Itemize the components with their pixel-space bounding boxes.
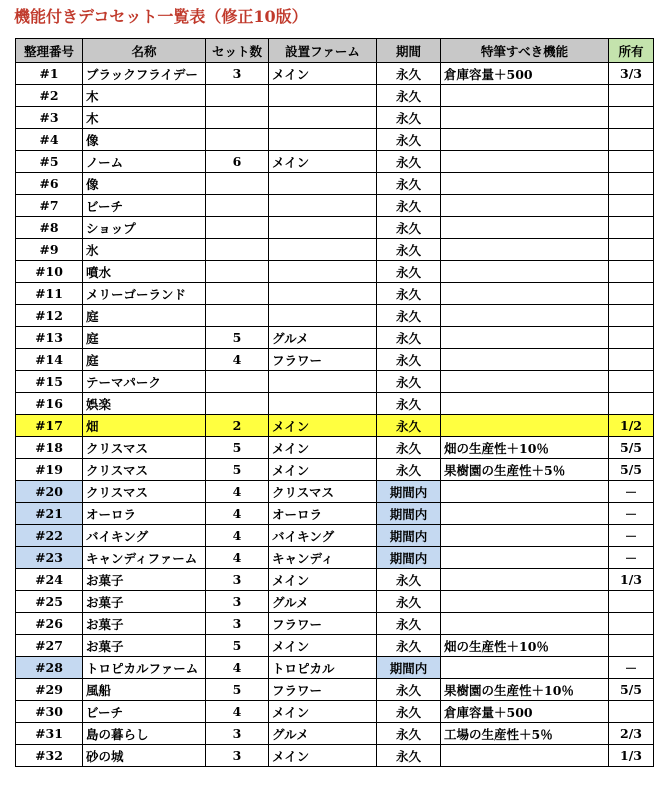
cell-farm [269,107,377,129]
cell-owned: 1/3 [609,745,654,767]
cell-farm [269,261,377,283]
cell-period: 期間内 [377,525,441,547]
cell-set-count: 5 [206,635,269,657]
table-row [16,481,654,503]
cell-feature [441,613,609,635]
cell-number: #14 [16,349,83,371]
cell-name: クリスマス [83,459,206,481]
cell-name: ブラックフライデー [83,63,206,85]
cell-number: #12 [16,305,83,327]
cell-period: 永久 [377,415,441,437]
cell-set-count: 5 [206,459,269,481]
cell-farm: メイン [269,437,377,459]
cell-name: ノーム [83,151,206,173]
table-row [16,129,654,151]
cell-owned: － [609,657,654,679]
cell-name: バイキング [83,525,206,547]
cell-feature: 倉庫容量＋500 [441,701,609,723]
table-row [16,217,654,239]
cell-period: 永久 [377,613,441,635]
cell-number: #16 [16,393,83,415]
header-name: 名称 [83,39,206,63]
cell-feature [441,371,609,393]
cell-owned [609,371,654,393]
cell-farm: クリスマス [269,481,377,503]
table-row [16,745,654,767]
header-farm: 設置ファーム [269,39,377,63]
cell-owned [609,239,654,261]
cell-number: #26 [16,613,83,635]
cell-period: 永久 [377,591,441,613]
table-row [16,591,654,613]
cell-name: クリスマス [83,481,206,503]
cell-farm: メイン [269,459,377,481]
cell-period: 期間内 [377,481,441,503]
cell-name: 風船 [83,679,206,701]
table-row [16,525,654,547]
cell-farm: メイン [269,63,377,85]
cell-set-count [206,393,269,415]
cell-set-count: 5 [206,437,269,459]
cell-feature [441,415,609,437]
deco-set-table [15,38,654,767]
cell-owned [609,85,654,107]
cell-feature: 果樹園の生産性＋10％ [441,679,609,701]
cell-number: #22 [16,525,83,547]
cell-period: 永久 [377,701,441,723]
cell-set-count [206,173,269,195]
cell-farm: トロピカル [269,657,377,679]
cell-set-count: 6 [206,151,269,173]
cell-period: 永久 [377,371,441,393]
cell-set-count: 2 [206,415,269,437]
cell-owned: 5/5 [609,679,654,701]
cell-set-count: 4 [206,657,269,679]
cell-set-count: 3 [206,613,269,635]
cell-number: #27 [16,635,83,657]
cell-number: #13 [16,327,83,349]
table-row [16,679,654,701]
cell-set-count [206,239,269,261]
cell-set-count [206,217,269,239]
cell-period: 永久 [377,85,441,107]
cell-name: 像 [83,129,206,151]
header-period: 期間 [377,39,441,63]
cell-feature: 倉庫容量＋500 [441,63,609,85]
cell-set-count: 3 [206,723,269,745]
cell-owned: 1/2 [609,415,654,437]
cell-owned [609,195,654,217]
cell-feature [441,239,609,261]
cell-farm: メイン [269,635,377,657]
cell-owned [609,327,654,349]
cell-number: #29 [16,679,83,701]
cell-feature [441,657,609,679]
cell-feature [441,745,609,767]
cell-number: #20 [16,481,83,503]
cell-owned [609,217,654,239]
cell-set-count: 4 [206,525,269,547]
cell-farm [269,393,377,415]
table-row [16,437,654,459]
cell-farm [269,85,377,107]
table-row [16,283,654,305]
table-row [16,415,654,437]
cell-owned: 5/5 [609,459,654,481]
cell-owned [609,173,654,195]
cell-period: 永久 [377,635,441,657]
cell-number: #11 [16,283,83,305]
cell-period: 永久 [377,283,441,305]
cell-period: 永久 [377,459,441,481]
cell-feature [441,481,609,503]
cell-number: #25 [16,591,83,613]
cell-name: 庭 [83,349,206,371]
cell-number: #1 [16,63,83,85]
cell-feature [441,393,609,415]
cell-number: #31 [16,723,83,745]
cell-set-count: 5 [206,327,269,349]
cell-period: 永久 [377,305,441,327]
table-row [16,85,654,107]
cell-feature: 畑の生産性＋10％ [441,437,609,459]
cell-period: 永久 [377,437,441,459]
cell-period: 永久 [377,195,441,217]
cell-set-count: 4 [206,503,269,525]
cell-number: #7 [16,195,83,217]
cell-period: 永久 [377,723,441,745]
cell-number: #18 [16,437,83,459]
cell-number: #4 [16,129,83,151]
cell-feature [441,107,609,129]
table-row [16,305,654,327]
table-row [16,459,654,481]
cell-name: オーロラ [83,503,206,525]
cell-set-count [206,305,269,327]
cell-period: 永久 [377,173,441,195]
cell-feature [441,503,609,525]
table-row [16,701,654,723]
table-row [16,635,654,657]
cell-feature [441,195,609,217]
cell-owned: 1/3 [609,569,654,591]
cell-period: 永久 [377,63,441,85]
cell-number: #15 [16,371,83,393]
cell-owned: － [609,525,654,547]
table-row [16,107,654,129]
cell-name: 娯楽 [83,393,206,415]
cell-feature [441,569,609,591]
cell-set-count [206,283,269,305]
cell-number: #2 [16,85,83,107]
cell-name: お菓子 [83,591,206,613]
cell-owned: － [609,503,654,525]
cell-number: #19 [16,459,83,481]
cell-owned [609,261,654,283]
cell-farm: フラワー [269,613,377,635]
cell-feature [441,525,609,547]
cell-period: 永久 [377,569,441,591]
cell-owned: 5/5 [609,437,654,459]
header-owned: 所有 [609,39,654,63]
cell-feature [441,547,609,569]
cell-period: 期間内 [377,503,441,525]
cell-name: トロピカルファーム [83,657,206,679]
cell-period: 永久 [377,151,441,173]
page-title: 機能付きデコセット一覧表（修正10版） [14,7,308,26]
cell-number: #9 [16,239,83,261]
cell-period: 永久 [377,107,441,129]
cell-feature [441,85,609,107]
cell-owned [609,635,654,657]
cell-owned [609,151,654,173]
cell-owned [609,283,654,305]
cell-farm: グルメ [269,723,377,745]
cell-farm: メイン [269,569,377,591]
cell-name: クリスマス [83,437,206,459]
cell-number: #6 [16,173,83,195]
table-row [16,657,654,679]
cell-name: 島の暮らし [83,723,206,745]
cell-farm [269,305,377,327]
cell-feature [441,217,609,239]
cell-set-count [206,195,269,217]
cell-farm: メイン [269,151,377,173]
cell-set-count: 3 [206,591,269,613]
cell-farm [269,239,377,261]
cell-name: お菓子 [83,613,206,635]
cell-number: #28 [16,657,83,679]
table-row [16,723,654,745]
cell-owned [609,701,654,723]
table-row [16,613,654,635]
cell-period: 永久 [377,745,441,767]
cell-name: メリーゴーランド [83,283,206,305]
cell-owned: － [609,481,654,503]
cell-owned: － [609,547,654,569]
cell-period: 永久 [377,129,441,151]
cell-feature [441,173,609,195]
cell-name: テーマパーク [83,371,206,393]
table-row [16,173,654,195]
table-row [16,261,654,283]
header-row [16,39,654,63]
cell-owned [609,613,654,635]
cell-farm [269,283,377,305]
cell-number: #5 [16,151,83,173]
cell-set-count: 4 [206,481,269,503]
cell-owned [609,591,654,613]
cell-name: 木 [83,85,206,107]
table-row [16,239,654,261]
cell-name: 庭 [83,327,206,349]
cell-period: 永久 [377,261,441,283]
cell-name: 木 [83,107,206,129]
cell-feature: 畑の生産性＋10％ [441,635,609,657]
cell-period: 期間内 [377,657,441,679]
cell-farm: メイン [269,745,377,767]
cell-farm: フラワー [269,349,377,371]
cell-set-count: 3 [206,63,269,85]
cell-number: #17 [16,415,83,437]
cell-period: 期間内 [377,547,441,569]
cell-feature [441,151,609,173]
cell-set-count [206,129,269,151]
cell-owned [609,393,654,415]
cell-farm: メイン [269,415,377,437]
table-row [16,547,654,569]
cell-name: キャンディファーム [83,547,206,569]
cell-feature [441,327,609,349]
cell-feature [441,261,609,283]
cell-name: ビーチ [83,701,206,723]
cell-number: #23 [16,547,83,569]
table-row [16,151,654,173]
cell-number: #3 [16,107,83,129]
cell-owned: 2/3 [609,723,654,745]
cell-name: 噴水 [83,261,206,283]
cell-period: 永久 [377,239,441,261]
table-row [16,63,654,85]
cell-name: 畑 [83,415,206,437]
cell-name: お菓子 [83,569,206,591]
header-feature: 特筆すべき機能 [441,39,609,63]
table-row [16,569,654,591]
table-row [16,371,654,393]
cell-period: 永久 [377,679,441,701]
cell-number: #21 [16,503,83,525]
cell-feature [441,129,609,151]
cell-farm [269,217,377,239]
cell-number: #30 [16,701,83,723]
cell-name: ショップ [83,217,206,239]
cell-name: 砂の城 [83,745,206,767]
cell-farm: キャンディ [269,547,377,569]
cell-name: 像 [83,173,206,195]
cell-farm: オーロラ [269,503,377,525]
cell-feature [441,349,609,371]
table-row [16,195,654,217]
cell-feature [441,305,609,327]
cell-name: ビーチ [83,195,206,217]
cell-set-count [206,371,269,393]
cell-number: #8 [16,217,83,239]
cell-period: 永久 [377,349,441,371]
table-row [16,503,654,525]
cell-feature: 工場の生産性＋5％ [441,723,609,745]
cell-feature: 果樹園の生産性＋5％ [441,459,609,481]
cell-farm: グルメ [269,327,377,349]
cell-feature [441,591,609,613]
cell-set-count [206,85,269,107]
table-row [16,327,654,349]
cell-farm: メイン [269,701,377,723]
cell-name: お菓子 [83,635,206,657]
cell-number: #32 [16,745,83,767]
cell-period: 永久 [377,393,441,415]
cell-feature [441,283,609,305]
cell-farm: グルメ [269,591,377,613]
table-row [16,393,654,415]
cell-owned: 3/3 [609,63,654,85]
cell-owned [609,129,654,151]
cell-period: 永久 [377,327,441,349]
cell-farm [269,173,377,195]
table-row [16,349,654,371]
cell-farm [269,371,377,393]
cell-set-count: 3 [206,745,269,767]
cell-set-count [206,261,269,283]
cell-period: 永久 [377,217,441,239]
cell-owned [609,349,654,371]
cell-owned [609,305,654,327]
cell-number: #10 [16,261,83,283]
header-set-count: セット数 [206,39,269,63]
cell-set-count: 3 [206,569,269,591]
cell-name: 氷 [83,239,206,261]
cell-owned [609,107,654,129]
cell-farm: バイキング [269,525,377,547]
cell-farm [269,129,377,151]
cell-set-count: 5 [206,679,269,701]
cell-set-count [206,107,269,129]
cell-number: #24 [16,569,83,591]
cell-farm: フラワー [269,679,377,701]
header-number: 整理番号 [16,39,83,63]
cell-set-count: 4 [206,701,269,723]
cell-set-count: 4 [206,349,269,371]
cell-farm [269,195,377,217]
cell-name: 庭 [83,305,206,327]
cell-set-count: 4 [206,547,269,569]
